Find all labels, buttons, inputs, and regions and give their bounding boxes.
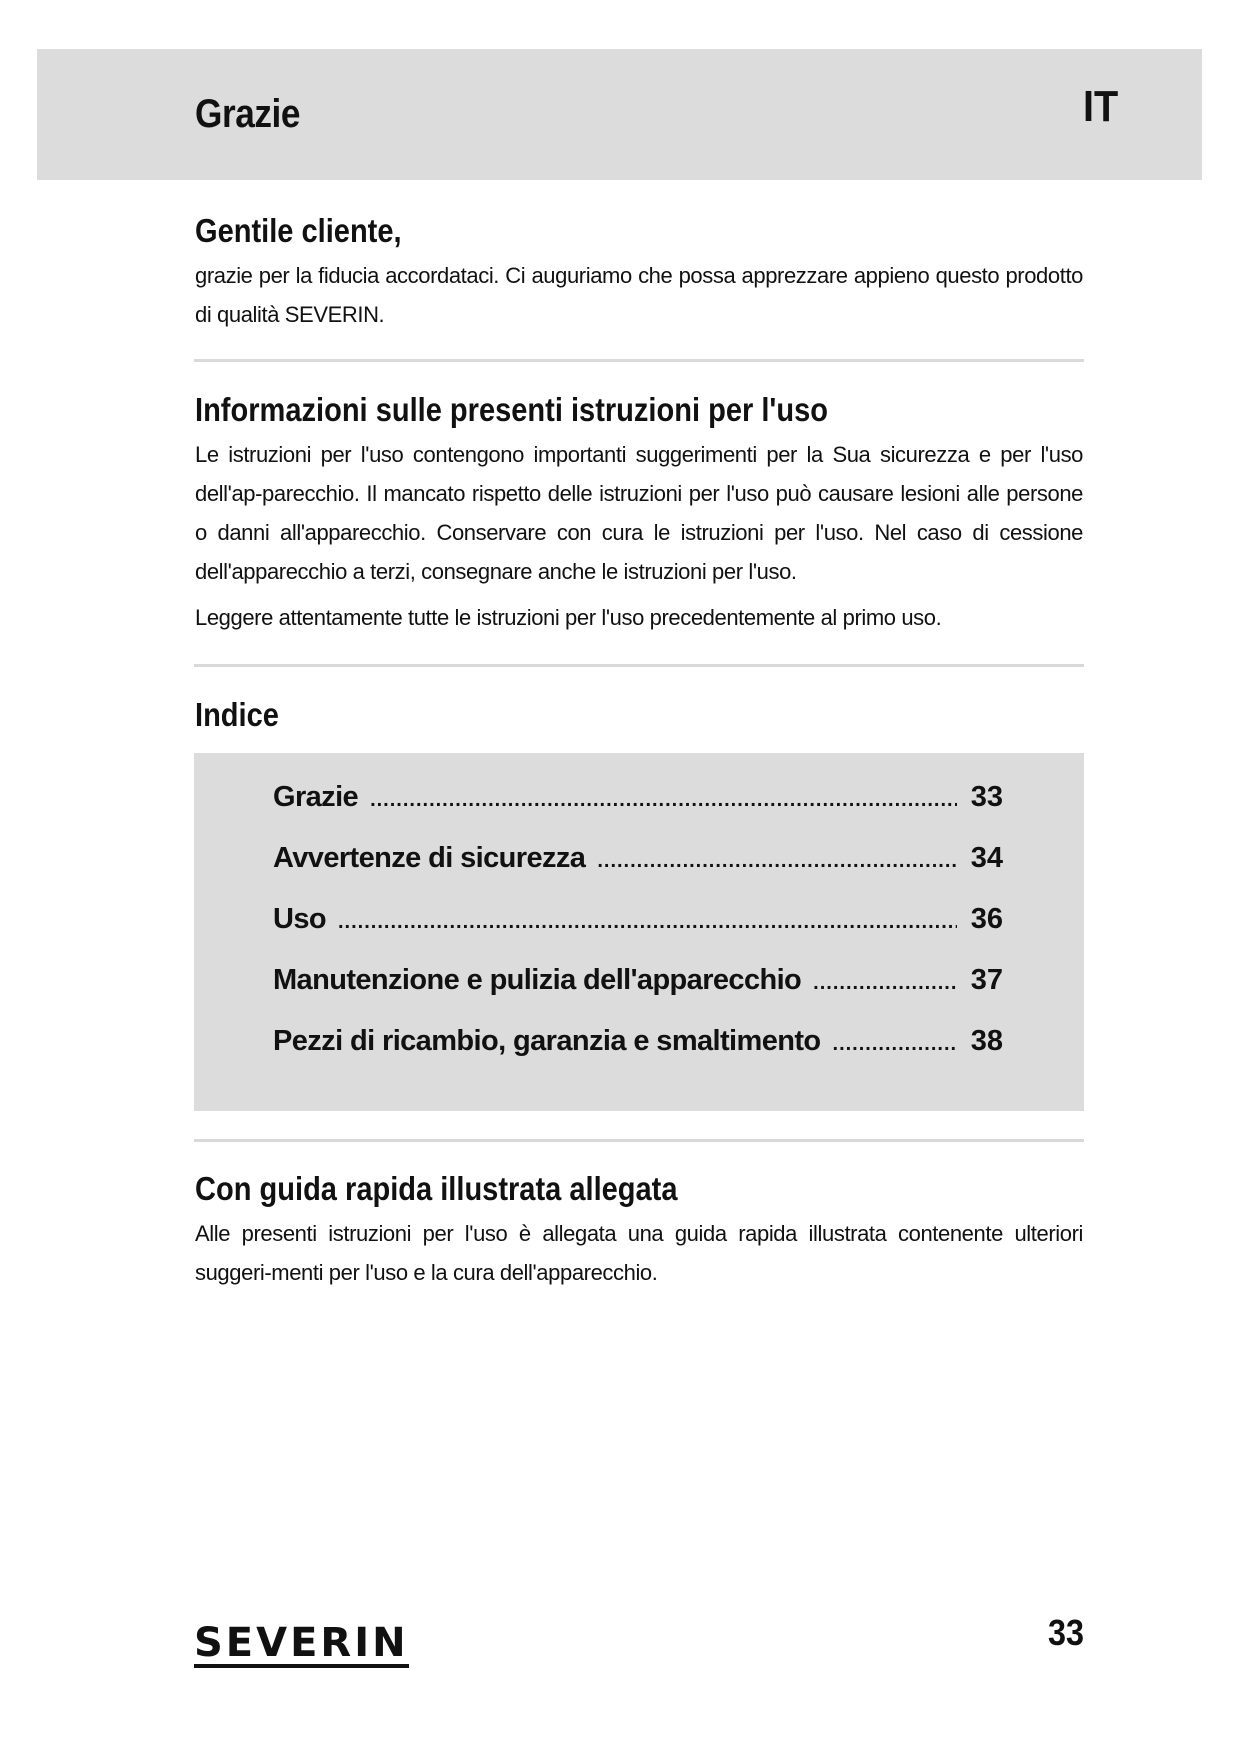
toc-entry-page: 34 — [970, 842, 1003, 874]
toc-leader-dots — [338, 911, 957, 934]
instructions-info-paragraph-1: Le istruzioni per l'uso contengono importanti suggerimenti per la Sua sicurezza e per l'uso dell'ap-parecchio. Il mancato rispetto delle istruzioni per l'uso può causare lesioni alle persone o danni all'apparecchio. Conservare con cura le istruzioni per l'uso. Nel caso di cessione dell'apparecchio a terzi, consegnare anche le istruzioni per l'uso. — [195, 442, 1083, 584]
toc-entry-page: 37 — [970, 964, 1003, 996]
toc-leader-dots — [370, 789, 957, 812]
toc-leader-dots — [597, 850, 957, 873]
instructions-info-paragraph-2: Leggere attentamente tutte le istruzioni per l'uso precedentemente al primo uso. — [195, 605, 942, 630]
toc-leader-dots — [813, 972, 957, 995]
toc-entry-manutenzione[interactable] — [273, 964, 1003, 1025]
page-title: Grazie — [195, 92, 300, 136]
instructions-info-section — [195, 391, 1083, 637]
toc-entry-label: Pezzi di ricambio, garanzia e smaltimento — [273, 1025, 821, 1057]
divider — [194, 1139, 1084, 1142]
greeting-text: grazie per la fiducia accordataci. Ci auguriamo che possa apprezzare appieno questo prodotto di qualità SEVERIN. — [195, 263, 1083, 327]
toc-entry-label: Grazie — [273, 781, 359, 813]
language-code: IT — [1083, 82, 1119, 131]
quick-guide-heading: Con guida rapida illustrata allegata — [195, 1170, 678, 1207]
greeting-section — [195, 212, 1083, 334]
toc-entry-uso[interactable] — [273, 903, 1003, 964]
toc-entry-pezzi-di-ricambio[interactable] — [273, 1025, 1003, 1086]
toc-entry-page: 36 — [970, 903, 1003, 935]
index-heading: Indice — [195, 696, 279, 733]
toc-entry-label: Uso — [273, 903, 326, 935]
index-section — [195, 696, 1083, 734]
page-number: 33 — [1048, 1612, 1085, 1653]
instructions-info-heading: Informazioni sulle presenti istruzioni per l'uso — [195, 391, 828, 428]
greeting-heading: Gentile cliente, — [195, 212, 402, 249]
toc-entry-label: Manutenzione e pulizia dell'apparecchio — [273, 964, 802, 996]
toc-leader-dots — [833, 1033, 957, 1056]
toc-entry-page: 38 — [970, 1025, 1003, 1057]
toc-entry-page: 33 — [970, 781, 1003, 813]
quick-guide-section — [195, 1170, 1083, 1292]
divider — [194, 664, 1084, 667]
table-of-contents — [194, 753, 1084, 1111]
toc-entry-avvertenze[interactable] — [273, 842, 1003, 903]
quick-guide-text: Alle presenti istruzioni per l'uso è allegata una guida rapida illustrata contenente ulteriori suggeri-menti per l'uso e la cura dell'apparecchio. — [195, 1221, 1083, 1285]
divider — [194, 359, 1084, 362]
severin-logo: SEVERIN — [194, 1620, 409, 1666]
toc-list — [273, 781, 1003, 1086]
toc-entry-grazie[interactable] — [273, 781, 1003, 842]
toc-entry-label: Avvertenze di sicurezza — [273, 842, 586, 874]
